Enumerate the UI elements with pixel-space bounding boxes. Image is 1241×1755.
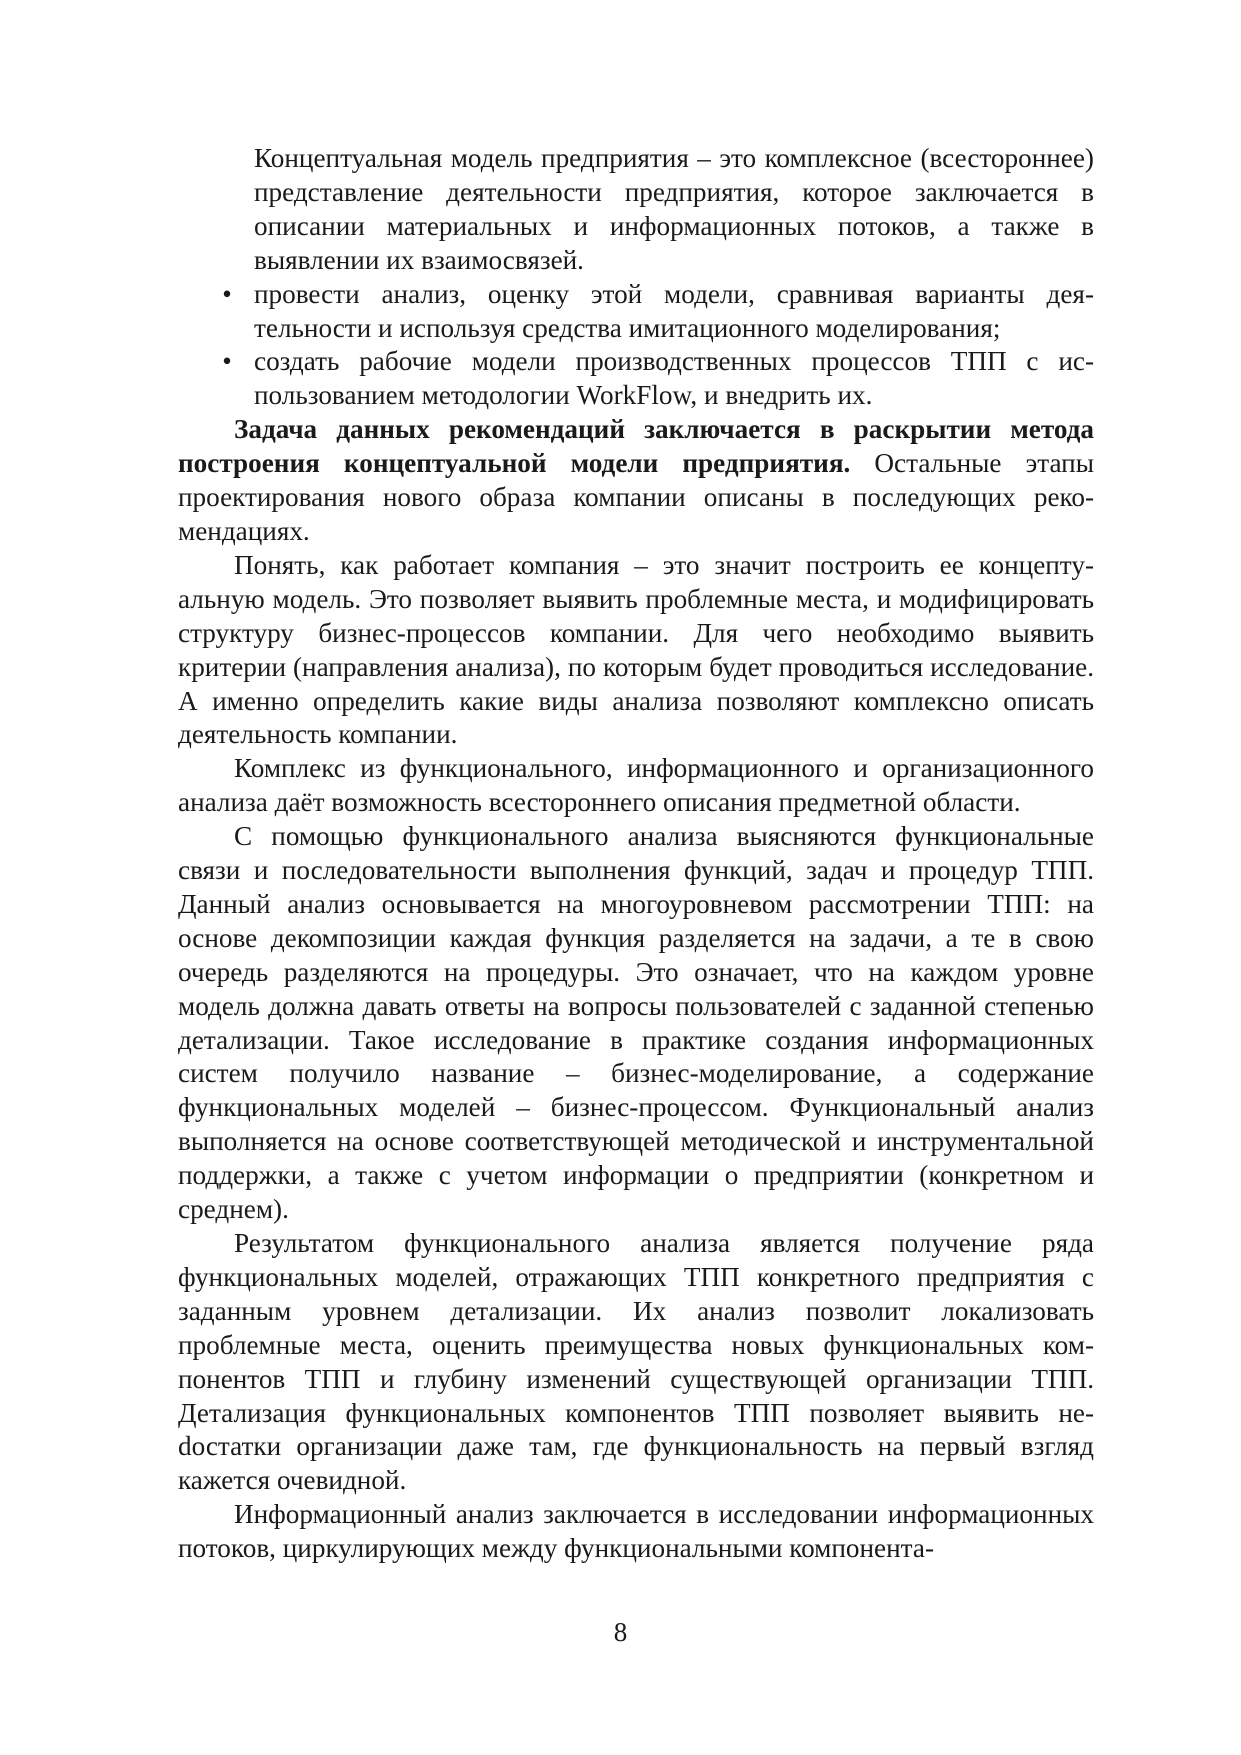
body-text — [178, 142, 1094, 1566]
intro-continuation-paragraph: Концептуальная модель предприятия – это комплексное (всестороннее) представление деятельности предприятия, которое заключается в описании материальных и информационных потоков, а также в выявлении их взаимосвязей. — [254, 143, 1094, 275]
paragraph: Понять, как работает компания – это значит построить ее концептуальную модель. Это позволяет выявить проблемные места, и модифицировать структуру бизнес-процессов компании. Для чего необходимо выявить критерии (направления анализа), по которым будет проводиться исследование. А именно определить какие виды анализа позволяют комплексно описать деятельность компании. — [178, 549, 1094, 750]
task-bold-text: Задача данных рекомендаций заключается в раскрытии метода построения концептуальной модели предприятия. — [178, 414, 1094, 479]
task-paragraph — [178, 413, 1094, 549]
paragraph: С помощью функционального анализа выясняются функциональные связи и последовательности выполнения функций, задач и процедур ТПП. Данный анализ основывается на многоуровневом рассмотрении ТПП: на основе декомпозиции каждая функция разделяется на задачи, а те в свою очередь разделяются на процедуры. Это означает, что на каждом уровне модель должна давать ответы на вопросы пользователей с заданной степенью детализации. Такое исследование в практике создания информационных систем получило название – бизнес-моделирование, а содержание функциональных моделей – бизнес-процессом. Функциональный анализ выполняется на основе соответствующей методической и инструментальной поддержки, а также с учетом информации о предприятии (конкретном и среднем). — [178, 821, 1094, 1225]
bullet-icon: • — [222, 346, 232, 377]
paragraph: Результатом функционального анализа является получение ряда функциональных моделей, отражающих ТПП конкретного предприятия с заданным уровнем детализации. Их анализ позволит локализовать проблемные места, оценить преимущества новых функциональных компонентов ТПП и глубину изменений существующей организации ТПП. Детализация функциональных компонентов ТПП позволяет выявить неdостатки организации даже там, где функциональность на первый взгляд кажется очевидной. — [178, 1228, 1094, 1496]
bullet-icon: • — [222, 278, 232, 309]
task-regular-text: Остальные этапы проектирования нового образа компании описаны в последующих рекомендациях. — [178, 448, 1094, 546]
page-number: 8 — [613, 1617, 628, 1647]
bullet-text: создать рабочие модели производственных процессов ТПП с использованием методологии WorkFlow, и внедрить их. — [254, 346, 1094, 411]
paragraph: Комплекс из функционального, информационного и организационного анализа даёт возможность всестороннего описания предметной области. — [178, 753, 1094, 818]
bullet-item — [178, 345, 1094, 413]
paragraph: Информационный анализ заключается в исследовании информационных потоков, циркулирующих между функциональными компонента- — [178, 1499, 1094, 1564]
bullet-text: провести анализ, оценку этой модели, сравнивая варианты деятельности и используя средства имитационного моделирования; — [254, 278, 1094, 343]
bullet-item — [178, 278, 1094, 346]
bullet-list — [178, 278, 1094, 414]
